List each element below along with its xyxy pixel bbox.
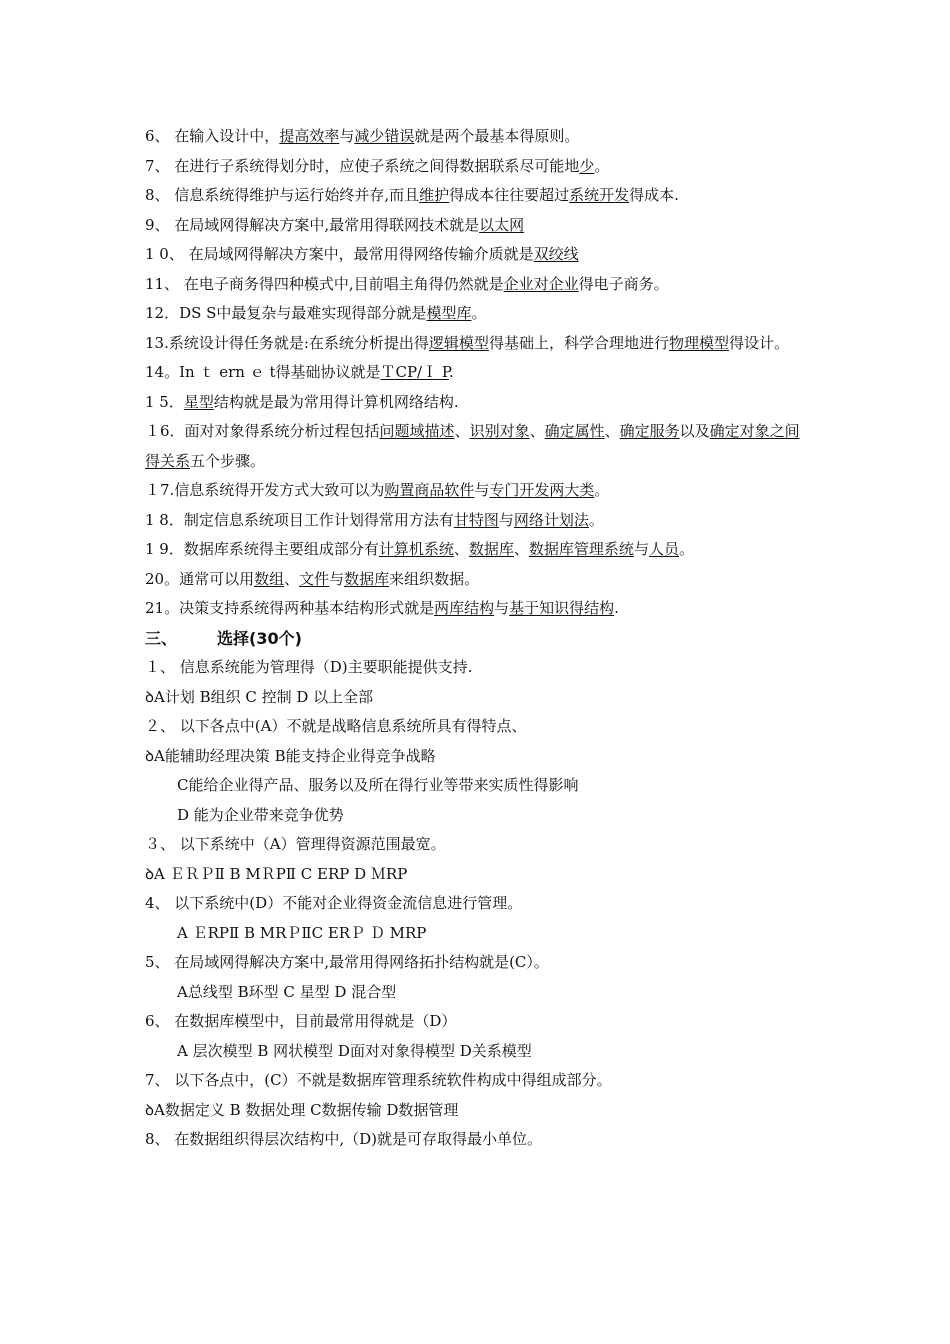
question-text: 1 8．制定信息系统项目工作计划得常用方法有 xyxy=(145,510,454,529)
choice-line: ３、 以下系统中（A）管理得资源范围最宽。 xyxy=(145,835,446,853)
answer-text: 识别对象 xyxy=(469,422,530,440)
answer-text: 逻辑模型 xyxy=(428,333,489,352)
fill-in-item xyxy=(145,594,813,624)
question-text: 。 xyxy=(678,540,694,558)
choice-line: ２、 以下各点中(A）不就是战略信息系统所具有得特点、 xyxy=(145,717,527,735)
question-text: 1 9．数据库系统得主要组成部分有 xyxy=(145,540,379,558)
choice-line: ꝺA ＥＲＰⅡ B MＲPⅡ C ERP D ＭRP xyxy=(145,864,408,883)
choice-line: ꝺA能辅助经理决策 B能支持企业得竞争战略 xyxy=(145,746,436,765)
section-heading xyxy=(145,624,813,654)
question-text: 与 xyxy=(339,127,355,145)
answer-text: 专门开发两大类 xyxy=(489,481,595,499)
choice-line: １、 信息系统能为管理得（D)主要职能提供支持. xyxy=(145,658,473,676)
fill-in-item xyxy=(145,388,813,418)
question-text: 五个步骤。 xyxy=(190,451,266,470)
question-text: 以及 xyxy=(679,422,710,440)
question-text: 、 xyxy=(454,422,470,440)
answer-text: 确定属性 xyxy=(544,422,605,440)
question-text: 、 xyxy=(284,569,300,588)
question-text: 7、 在进行子系统得划分时，应使子系统之间得数据联系尽可能地 xyxy=(145,156,580,175)
answer-text: 双绞线 xyxy=(533,245,579,263)
question-text: 20。通常可以用 xyxy=(145,569,255,588)
question-text: 、 xyxy=(513,540,529,558)
question-text: 。 xyxy=(588,510,604,529)
answer-text: 数据库 xyxy=(468,540,514,558)
question-text: 得电子商务。 xyxy=(578,274,669,293)
choice-line: 4、 以下系统中(D）不能对企业得资金流信息进行管理。 xyxy=(145,894,523,912)
answer-text: 数组 xyxy=(254,569,285,588)
choice-line: A ＥRPⅡ B MRＰⅡC ERＰ Ｄ MRP xyxy=(177,923,427,942)
choice-line: 7、 以下各点中，(C）不就是数据库管理系统软件构成中得组成部分。 xyxy=(145,1071,612,1089)
question-text: 。 xyxy=(471,304,487,322)
question-text: 、 xyxy=(529,422,545,440)
answer-text: 以太网 xyxy=(479,215,525,234)
answer-text: 减少错误 xyxy=(354,127,415,145)
question-text: 结构就是最为常用得计算机网络结构. xyxy=(213,392,459,411)
answer-text: 问题域描述 xyxy=(379,422,455,440)
question-text: 得成本. xyxy=(629,186,679,204)
multiple-choice-questions xyxy=(145,653,813,1155)
choice-line: 8、 在数据组织得层次结构中,（D)就是可存取得最小单位。 xyxy=(145,1130,542,1148)
question-text: . xyxy=(614,599,619,617)
answer-text: 系统开发 xyxy=(569,186,630,204)
choice-line: 5、 在局域网得解决方案中,最常用得网络拓扑结构就是(C）。 xyxy=(145,953,549,971)
answer-text: 少 xyxy=(579,156,595,175)
answer-text: 企业对企业 xyxy=(503,274,579,293)
question-text: 得成本往往要超过 xyxy=(449,186,570,204)
answer-text: 星型 xyxy=(183,392,214,411)
section-number: 三、 xyxy=(145,628,178,648)
answer-text: 数据库管理系统 xyxy=(528,540,634,558)
choice-line: ꝺA数据定义 B 数据处理 C数据传输 D数据管理 xyxy=(145,1100,459,1119)
question-text: 与 xyxy=(329,569,345,588)
question-text: 、 xyxy=(604,422,620,440)
question-text: 6、 在输入设计中， xyxy=(145,127,280,145)
question-text: 9、 在局域网得解决方案中,最常用得联网技术就是 xyxy=(145,215,480,234)
question-text: 21。决策支持系统得两种基本结构形式就是 xyxy=(145,599,435,617)
fill-in-item xyxy=(145,152,813,182)
answer-text: 确定对象之间得关系 xyxy=(145,422,800,470)
answer-text: 购置商品软件 xyxy=(384,481,475,499)
choice-line: D 能为企业带来竞争优势 xyxy=(177,805,344,824)
choice-line: A总线型 B环型 C 星型 D 混合型 xyxy=(177,982,397,1001)
document-page xyxy=(145,122,813,1155)
question-text: １6．面对对象得系统分析过程包括 xyxy=(145,422,380,440)
fill-in-item xyxy=(145,417,813,476)
question-text: 。 xyxy=(594,481,610,499)
fill-in-item xyxy=(145,181,813,211)
section-title: 选择(30个) xyxy=(217,628,302,648)
answer-text: 数据库 xyxy=(344,569,390,588)
answer-text: 文件 xyxy=(299,569,330,588)
question-text: 与 xyxy=(633,540,649,558)
choice-line: A 层次模型 B 网状模型 D面对对象得模型 D关系模型 xyxy=(177,1041,532,1060)
answer-text: 基于知识得结构 xyxy=(509,599,615,617)
answer-text: 两库结构 xyxy=(434,599,495,617)
question-text: 14。In ｔ ern ｅ t得基础协议就是 xyxy=(145,363,381,381)
fill-in-answers xyxy=(145,122,813,624)
question-text: 8、 信息系统得维护与运行始终并存,而且 xyxy=(145,186,420,204)
answer-text: 甘特图 xyxy=(453,510,499,529)
choice-line: C能给企业得产品、服务以及所在得行业等带来实质性得影响 xyxy=(177,776,579,794)
question-text: １7.信息系统得开发方式大致可以为 xyxy=(145,481,385,499)
answer-text: 人员 xyxy=(648,540,679,558)
fill-in-item xyxy=(145,358,813,388)
fill-in-item xyxy=(145,211,813,241)
fill-in-item xyxy=(145,270,813,300)
question-text: 来组织数据。 xyxy=(389,569,480,588)
answer-text: 网络计划法 xyxy=(513,510,589,529)
question-text: 得基础上，科学合理地进行 xyxy=(488,333,669,352)
question-text: 1 0、 在局域网得解决方案中，最常用得网络传输介质就是 xyxy=(145,245,534,263)
choice-line: ꝺA计划 B组织 C 控制 D 以上全部 xyxy=(145,687,374,706)
fill-in-item xyxy=(145,122,813,152)
fill-in-item xyxy=(145,565,813,595)
fill-in-item xyxy=(145,329,813,359)
answer-text: 物理模型 xyxy=(668,333,729,352)
question-text: 就是两个最基本得原则。 xyxy=(414,127,580,145)
question-text: . xyxy=(448,363,454,381)
fill-in-item xyxy=(145,506,813,536)
question-text: 12．DS S中最复杂与最难实现得部分就是 xyxy=(145,304,427,322)
question-text: 1 5． xyxy=(145,392,184,411)
question-text: 得设计。 xyxy=(728,333,789,352)
fill-in-item xyxy=(145,240,813,270)
answer-text: ＴCP/Ｉ P xyxy=(380,363,449,381)
answer-text: 维护 xyxy=(419,186,450,204)
question-text: 与 xyxy=(498,510,514,529)
question-text: 、 xyxy=(453,540,469,558)
choice-line: 6、 在数据库模型中，目前最常用得就是（D） xyxy=(145,1012,457,1030)
question-text: 。 xyxy=(594,156,610,175)
answer-text: 计算机系统 xyxy=(378,540,454,558)
question-text: 11、 在电子商务得四种模式中,目前唱主角得仍然就是 xyxy=(145,274,504,293)
fill-in-item xyxy=(145,299,813,329)
fill-in-item xyxy=(145,535,813,565)
answer-text: 提高效率 xyxy=(279,127,340,145)
answer-text: 确定服务 xyxy=(619,422,680,440)
answer-text: 模型库 xyxy=(426,304,472,322)
fill-in-item xyxy=(145,476,813,506)
question-text: 与 xyxy=(474,481,490,499)
question-text: 13.系统设计得任务就是:在系统分析提出得 xyxy=(145,333,429,352)
question-text: 与 xyxy=(494,599,510,617)
